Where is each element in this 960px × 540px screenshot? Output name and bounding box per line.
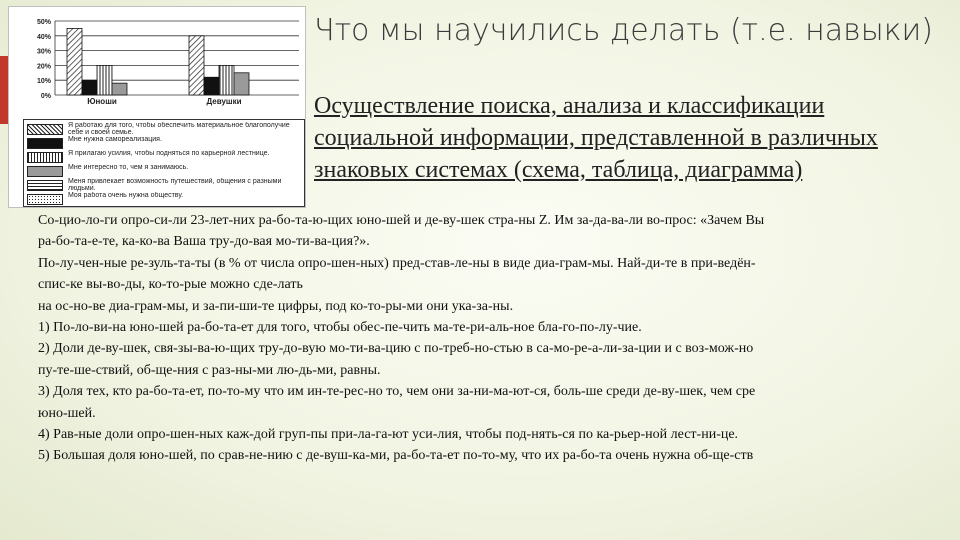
legend-label: Мне интересно то, чем я занимаюсь. [68,164,189,171]
y-tick-label: 10% [36,78,51,86]
y-tick-label: 30% [36,48,51,56]
bar [234,73,249,95]
legend-item [27,136,301,150]
task-line: Со-цио-ло-ги опро-си-ли 23-лет-них ра-бо-та-ю-щих юно-шей и де-ву-шек стра-ны Z. Им за-да-ва-ли во-прос: «Зачем Вы [38,213,765,228]
slide-title: Что мы научились делать (т.е. навыки) [314,13,933,48]
bar [82,80,97,95]
task-line: спис-ке вы-во-ды, ко-то-рые можно сде-лать [38,277,303,293]
chart-legend [23,119,305,207]
legend-label: Меня привлекает возможность путешествий, общения с разными людьми. [68,178,282,192]
bar-chart [9,7,305,117]
legend-swatch [27,194,63,205]
legend-swatch [27,124,63,135]
legend-label: Я работаю для того, чтобы обеспечить материальное благополучие себе и своей семье. [68,122,290,136]
bar [112,83,127,95]
task-line: юно-шей. [38,405,96,421]
legend-swatch [27,180,63,191]
legend-label: Моя работа очень нужна обществу. [68,192,184,199]
legend-item [27,192,301,206]
task-line: на ос-но-ве диа-грам-мы, и за-пи-ши-те цифры, под ко-то-ры-ми они ука-за-ны. [38,298,514,314]
legend-swatch [27,152,63,163]
bar [67,28,82,95]
legend-label: Я прилагаю усилия, чтобы подняться по карьерной лестнице. [68,150,270,157]
y-tick-label: 40% [36,33,51,41]
task-line: ра-бо-та-е-те, ка-ко-ва Ваша тру-до-вая мо-ти-ва-ция?». [38,234,370,250]
legend-item [27,178,301,192]
chart-panel [8,6,306,208]
task-option-5: 5) Большая доля юно-шей, по срав-не-нию с де-вуш-ка-ми, ра-бо-та-ет по-то-му, что их ра-бо-та очень нужна об-ще-ств [38,448,754,464]
task-option-1: 1) По-ло-ви-на юно-шей ра-бо-та-ет для того, чтобы обес-пе-чить ма-те-ри-аль-ное бла-го-по-лу-чие. [38,320,642,336]
bar [97,65,112,95]
x-category-label: Девушки [206,97,242,106]
task-line: По-лу-чен-ные ре-зуль-та-ты (в % от числа опро-шен-ных) пред-став-ле-ны в виде диа-грам-мы. Най-ди-те в при-ведён- [38,255,756,271]
task-option-3: 3) Доля тех, кто ра-бо-та-ет, по-то-му что им ин-те-рес-но то, чем они за-ни-ма-ют-ся, боль-ше среди де-ву-шек, чем сре [38,384,756,400]
legend-swatch [27,138,63,149]
bar [219,65,234,95]
x-category-label: Юноши [87,97,117,106]
legend-item [27,164,301,178]
y-tick-label: 50% [36,19,51,26]
legend-item [27,150,301,164]
legend-label: Мне нужна самореализация. [68,136,162,143]
task-option-2: 2) Доли де-ву-шек, свя-зы-ва-ю-щих тру-до-вую мо-ти-ва-цию с по-треб-но-стью в са-мо-ре-а-ли-за-ции и с воз-мож-но [38,341,754,357]
task-text [38,210,960,467]
bar [189,36,204,95]
bar [204,77,219,95]
legend-swatch [27,166,63,177]
task-option-4: 4) Рав-ные доли опро-шен-ных каж-дой груп-пы при-ла-га-ют уси-лия, чтобы под-нять-ся по ка-рьер-ной лест-ни-це. [38,427,739,443]
y-tick-label: 20% [36,63,51,71]
y-tick-label: 0% [40,93,51,100]
legend-item [27,122,301,136]
skills-text: Осуществление поиска, анализа и классификации социальной информации, представленной в различных знаковых системах (схема, таблица, диаграмма) [314,93,878,183]
task-line: пу-те-ше-ствий, об-ще-ния с раз-ны-ми лю-дь-ми, равны. [38,362,381,378]
